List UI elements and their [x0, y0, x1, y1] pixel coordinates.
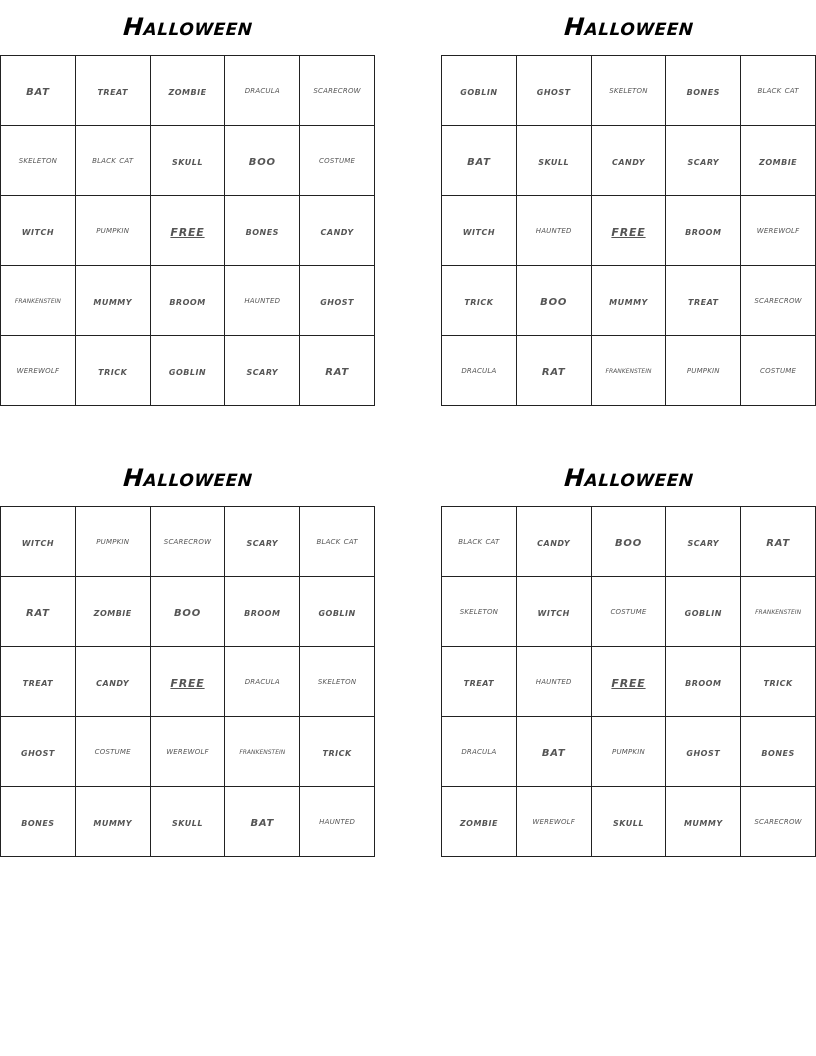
bingo-cell: rat	[741, 507, 816, 577]
card-title: Halloween	[563, 464, 695, 492]
bingo-cell: treat	[1, 647, 76, 717]
card-title: Halloween	[122, 13, 254, 41]
bingo-cell: trick	[300, 717, 375, 787]
bingo-cell: candy	[592, 126, 667, 196]
bingo-grid	[0, 55, 375, 406]
bingo-cell: treat	[666, 266, 741, 336]
bingo-cell: haunted	[517, 647, 592, 717]
bingo-cell: ghost	[666, 717, 741, 787]
bingo-cell: frankenstein	[1, 266, 76, 336]
bingo-cell: frankenstein	[741, 577, 816, 647]
bingo-cell: goblin	[300, 577, 375, 647]
bingo-cell: black cat	[442, 507, 517, 577]
bingo-cell: scarecrow	[741, 787, 816, 857]
bingo-cell: dracula	[225, 56, 300, 126]
bingo-cell: haunted	[517, 196, 592, 266]
bingo-cell: rat	[1, 577, 76, 647]
bingo-cell: witch	[1, 196, 76, 266]
bingo-cell: boo	[592, 507, 667, 577]
bingo-cell: zombie	[741, 126, 816, 196]
bingo-cell: boo	[225, 126, 300, 196]
bingo-cell: treat	[76, 56, 151, 126]
bingo-cell: pumpkin	[592, 717, 667, 787]
card-title: Halloween	[122, 464, 254, 492]
bingo-cell: mummy	[592, 266, 667, 336]
bingo-cell: costume	[592, 577, 667, 647]
bingo-cell: zombie	[442, 787, 517, 857]
bingo-cell: werewolf	[1, 336, 76, 406]
bingo-cell: skeleton	[592, 56, 667, 126]
bingo-cell: black cat	[741, 56, 816, 126]
bingo-cell: scary	[666, 507, 741, 577]
bingo-cell: bones	[1, 787, 76, 857]
free-space: free	[151, 196, 226, 266]
bingo-cell: dracula	[225, 647, 300, 717]
bingo-cell: werewolf	[741, 196, 816, 266]
free-space: free	[592, 196, 667, 266]
bingo-cell: bat	[1, 56, 76, 126]
card-title: Halloween	[563, 13, 695, 41]
bingo-cell: zombie	[151, 56, 226, 126]
bingo-cell: witch	[1, 507, 76, 577]
bingo-cell: skull	[151, 787, 226, 857]
bingo-cell: scarecrow	[151, 507, 226, 577]
bingo-cell: broom	[225, 577, 300, 647]
bingo-cell: scary	[225, 507, 300, 577]
bingo-cell: frankenstein	[592, 336, 667, 406]
bingo-cell: broom	[151, 266, 226, 336]
bingo-cell: treat	[442, 647, 517, 717]
bingo-grid	[441, 506, 816, 857]
bingo-cell: rat	[517, 336, 592, 406]
bingo-cell: candy	[300, 196, 375, 266]
bingo-cell: trick	[442, 266, 517, 336]
bingo-cell: mummy	[76, 266, 151, 336]
bingo-cell: bat	[517, 717, 592, 787]
bingo-cell: costume	[300, 126, 375, 196]
bingo-grid	[441, 55, 816, 406]
bingo-cell: trick	[76, 336, 151, 406]
bingo-cell: werewolf	[517, 787, 592, 857]
bingo-cell: bat	[225, 787, 300, 857]
bingo-cell: goblin	[442, 56, 517, 126]
bingo-cell: costume	[741, 336, 816, 406]
bingo-cell: scary	[225, 336, 300, 406]
bingo-cell: ghost	[300, 266, 375, 336]
bingo-cell: skeleton	[1, 126, 76, 196]
bingo-cell: mummy	[76, 787, 151, 857]
bingo-cell: pumpkin	[76, 196, 151, 266]
bingo-cell: bones	[666, 56, 741, 126]
bingo-cell: zombie	[76, 577, 151, 647]
bingo-cell: candy	[517, 507, 592, 577]
bingo-cell: rat	[300, 336, 375, 406]
bingo-cell: witch	[442, 196, 517, 266]
bingo-cell: black cat	[300, 507, 375, 577]
bingo-cell: boo	[517, 266, 592, 336]
bingo-cell: broom	[666, 196, 741, 266]
bingo-cell: trick	[741, 647, 816, 717]
bingo-cell: scarecrow	[741, 266, 816, 336]
bingo-cell: frankenstein	[225, 717, 300, 787]
bingo-cell: skull	[517, 126, 592, 196]
bingo-cell: pumpkin	[666, 336, 741, 406]
bingo-cell: bones	[225, 196, 300, 266]
bingo-cell: haunted	[225, 266, 300, 336]
bingo-cell: black cat	[76, 126, 151, 196]
bingo-cell: costume	[76, 717, 151, 787]
bingo-cell: dracula	[442, 336, 517, 406]
bingo-cell: broom	[666, 647, 741, 717]
bingo-cell: haunted	[300, 787, 375, 857]
bingo-cell: ghost	[1, 717, 76, 787]
bingo-cell: werewolf	[151, 717, 226, 787]
free-space: free	[151, 647, 226, 717]
bingo-cell: boo	[151, 577, 226, 647]
bingo-cell: scarecrow	[300, 56, 375, 126]
bingo-cell: goblin	[151, 336, 226, 406]
bingo-cell: dracula	[442, 717, 517, 787]
bingo-grid	[0, 506, 375, 857]
bingo-cell: ghost	[517, 56, 592, 126]
bingo-cell: scary	[666, 126, 741, 196]
bingo-cell: skull	[592, 787, 667, 857]
bingo-cell: goblin	[666, 577, 741, 647]
bingo-cell: candy	[76, 647, 151, 717]
bingo-cell: bat	[442, 126, 517, 196]
bingo-cell: skeleton	[442, 577, 517, 647]
bingo-cell: witch	[517, 577, 592, 647]
bingo-cell: mummy	[666, 787, 741, 857]
bingo-cell: bones	[741, 717, 816, 787]
bingo-cell: skull	[151, 126, 226, 196]
bingo-cell: skeleton	[300, 647, 375, 717]
bingo-cell: pumpkin	[76, 507, 151, 577]
free-space: free	[592, 647, 667, 717]
